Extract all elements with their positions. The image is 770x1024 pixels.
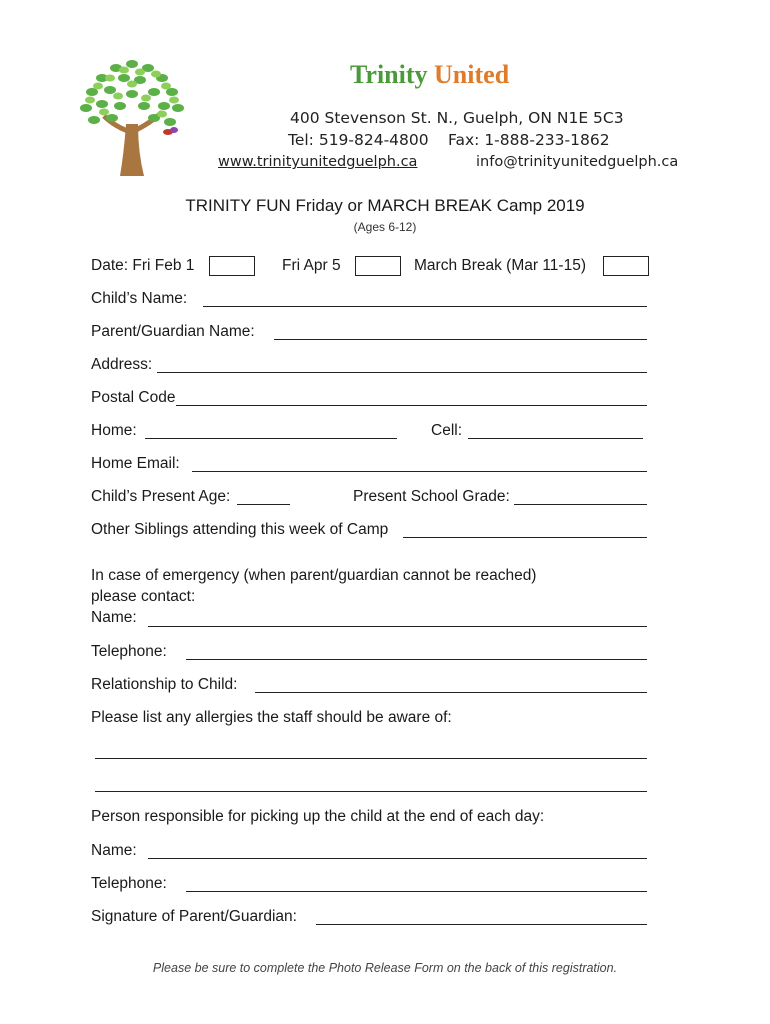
cell-phone-label: Cell: — [431, 422, 463, 439]
postal-code-field[interactable] — [176, 405, 647, 406]
pickup-telephone-field[interactable] — [186, 891, 647, 892]
emergency-heading — [91, 565, 536, 628]
fax-number: Fax: 1-888-233-1862 — [448, 131, 610, 149]
home-phone-field[interactable] — [145, 438, 397, 439]
date-label-march-break: March Break (Mar 11-15) — [414, 257, 586, 274]
relationship-field[interactable] — [255, 692, 647, 693]
emergency-line-2: please contact: — [91, 588, 196, 605]
postal-code-label: Postal Code — [91, 389, 176, 406]
siblings-field[interactable] — [403, 537, 647, 538]
telephone-number: Tel: 519-824-4800 — [288, 131, 429, 149]
home-email-label: Home Email: — [91, 455, 180, 472]
pickup-telephone-label: Telephone: — [91, 875, 167, 892]
siblings-label: Other Siblings attending this week of Camp — [91, 521, 389, 538]
checkbox-march-break[interactable] — [603, 256, 649, 276]
address-label: Address: — [91, 356, 153, 373]
pickup-name-label: Name: — [91, 842, 137, 859]
child-name-label: Child’s Name: — [91, 290, 188, 307]
email-address: info@trinityunitedguelph.ca — [476, 154, 679, 170]
pickup-name-field[interactable] — [148, 858, 647, 859]
brand-part2: United — [434, 60, 510, 89]
form-subtitle: (Ages 6-12) — [353, 220, 417, 234]
address-field[interactable] — [157, 372, 647, 373]
emergency-name-label: Name: — [91, 609, 137, 626]
child-name-field[interactable] — [203, 306, 647, 307]
date-label-apr: Fri Apr 5 — [282, 257, 341, 274]
signature-label: Signature of Parent/Guardian: — [91, 908, 297, 925]
parent-name-field[interactable] — [274, 339, 647, 340]
cell-phone-field[interactable] — [468, 438, 643, 439]
form-title: TRINITY FUN Friday or MARCH BREAK Camp 2019 — [185, 196, 585, 215]
home-email-field[interactable] — [192, 471, 647, 472]
pickup-label: Person responsible for picking up the child at the end of each day: — [91, 808, 545, 825]
school-grade-label: Present School Grade: — [353, 488, 510, 505]
tree-logo-icon — [74, 52, 192, 180]
brand-name — [350, 60, 509, 90]
emergency-name-field[interactable] — [148, 626, 647, 627]
date-label-feb: Date: Fri Feb 1 — [91, 257, 195, 274]
emergency-telephone-field[interactable] — [186, 659, 647, 660]
footer-note: Please be sure to complete the Photo Release Form on the back of this registration. — [152, 961, 618, 975]
child-age-field[interactable] — [237, 504, 290, 505]
emergency-telephone-label: Telephone: — [91, 643, 167, 660]
parent-name-label: Parent/Guardian Name: — [91, 323, 255, 340]
checkbox-apr-5[interactable] — [355, 256, 401, 276]
website-link[interactable]: www.trinityunitedguelph.ca — [218, 154, 418, 170]
allergies-label: Please list any allergies the staff should be aware of: — [91, 709, 452, 726]
signature-field[interactable] — [316, 924, 647, 925]
relationship-label: Relationship to Child: — [91, 676, 238, 693]
brand-part1: Trinity — [350, 60, 435, 89]
address: 400 Stevenson St. N., Guelph, ON N1E 5C3 — [290, 109, 624, 127]
school-grade-field[interactable] — [514, 504, 647, 505]
home-phone-label: Home: — [91, 422, 137, 439]
allergies-field-line-2[interactable] — [95, 791, 647, 792]
child-age-label: Child’s Present Age: — [91, 488, 231, 505]
allergies-field-line-1[interactable] — [95, 758, 647, 759]
checkbox-feb-1[interactable] — [209, 256, 255, 276]
emergency-line-1: In case of emergency (when parent/guardian cannot be reached) — [91, 567, 537, 584]
